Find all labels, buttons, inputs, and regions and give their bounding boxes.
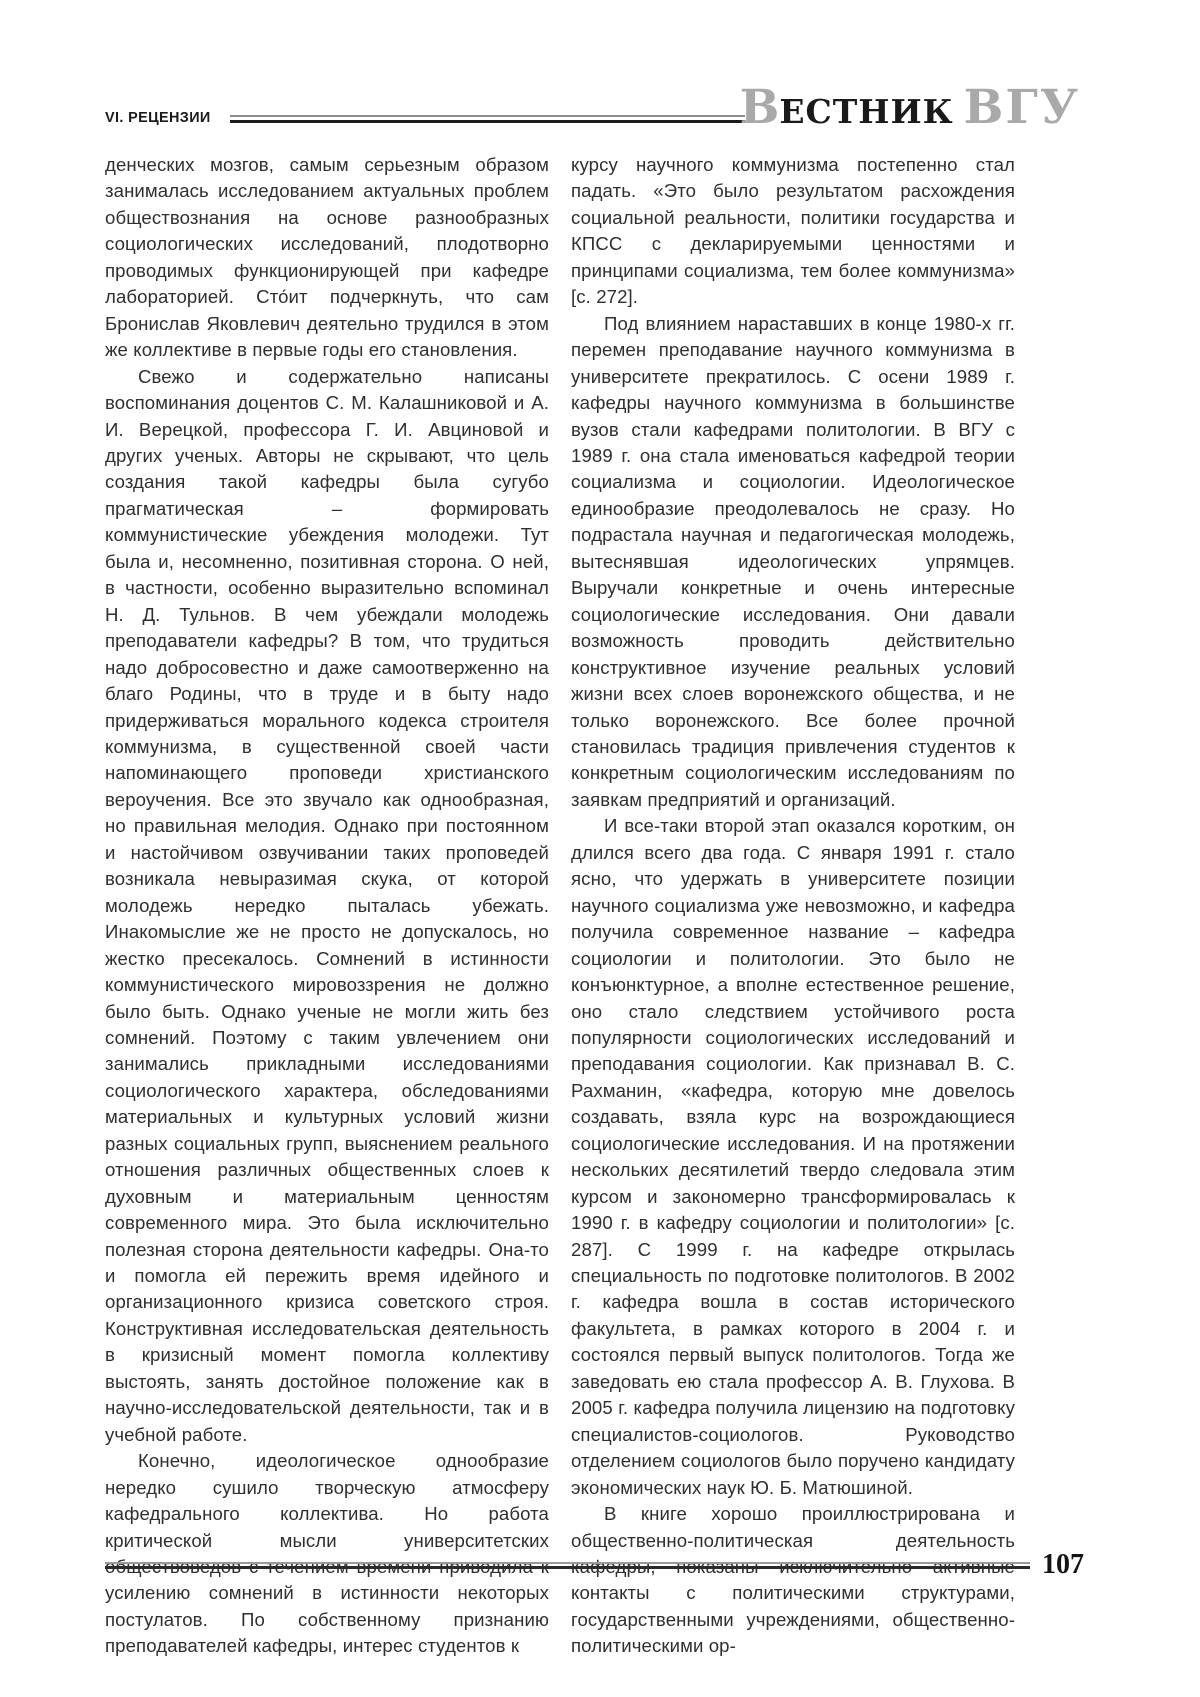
right-column — [571, 152, 1015, 1660]
body-paragraph: Под влиянием нараставших в конце 1980-х гг. перемен преподавание научного коммунизма в университете прекратилось. С осени 1989 г. кафедры научного коммунизма в большинстве вузов стали кафедрами политологии. В ВГУ с 1989 г. она стала именоваться кафедрой теории социализма и социологии. Идеологическое единообразие преодолевалось не сразу. Но подрастала научная и педагогическая молодежь, вытеснявшая идеологических упрямцев. Выручали конкретные и очень интересные социологические исследования. Они давали возможность проводить действительно конструктивное изучение реальных условий жизни всех слоев воронежского общества, и не только воронежского. Все более прочной становилась традиция привлечения студентов к конкретным социологическим исследованиям по заявкам предприятий и организаций. — [571, 312, 1015, 810]
logo-vgu-text: ВГУ — [963, 80, 1080, 135]
body-paragraph: Конечно, идеологическое однообразие нередко сушило творческую атмосферу кафедрального коллектива. Но работа критической мысли университетских обществоведов с течением времени приводила к усилению сомнений в истинности некоторых постулатов. По собственному признанию преподавателей кафедры, интерес студентов к — [105, 1450, 549, 1657]
body-paragraph: Свежо и содержательно написаны воспоминания доцентов С. М. Калашниковой и А. И. Верецкой, профессора Г. И. Авциновой и других ученых. Авторы не скрывают, что цель создания такой кафедры была сугубо прагматическая – формировать коммунистические убеждения молодежи. Тут была и, несомненно, позитивная сторона. О ней, в частности, особенно выразительно вспоминал Н. Д. Тульнов. В чем убеждали молодежь преподаватели кафедры? В том, что трудиться надо добросовестно и даже самоотверженно на благо Родины, что в труде и в быту надо придерживаться морального кодекса строителя коммунизма, в существенной своей части напоминающего проповеди христианского вероучения. Все это звучало как однообразная, но правильная мелодия. Однако при постоянном и настойчивом озвучивании таких проповедей возникала невыразимая скука, от которой молодежь нередко пыталась убежать. Инакомыслие же не просто не допускалось, но жестко пресекалось. Сомнений в истинности коммунистического мировоззрения не должно было быть. Однако ученые не могли жить без сомнений. Поэтому с таким увлечением они занимались прикладными исследованиями социологического характера, обследованиями материальных и культурных условий жизни разных социальных групп, выяснением реального отношения различных общественных слоев к духовным и материальным ценностям современного мира. Это была исключительно полезная сторона деятельности кафедры. Она-то и помогла ей пережить время идейного и организационного кризиса советского строя. Конструктивная исследовательская деятельность в кризисный момент помогла коллективу выстоять, занять достойное положение как в научно-исследовательской деятельности, так и в учебной работе. — [105, 365, 549, 1445]
footer-rule — [105, 1562, 1030, 1569]
left-column — [105, 152, 549, 1660]
journal-logo — [739, 80, 1080, 135]
body-paragraph: курсу научного коммунизма постепенно стал падать. «Это было результатом расхождения социальной реальности, политики государства и КПСС с декларируемыми ценностями и принципами социализма, тем более коммунизма» [с. 272]. — [571, 154, 1015, 308]
section-label: VI. РЕЦЕНЗИИ — [105, 109, 211, 126]
logo-initial-letter: В — [739, 80, 780, 135]
body-paragraph: И все-таки второй этап оказался коротким, он длился всего два года. С января 1991 г. стало ясно, что удержать в университете позиции научного социализма уже невозможно, и кафедра получила современное название – кафедра социологии и политологии. Это было не конъюнктурное, а вполне естественное решение, оно стало следствием устойчивого роста популярности социологических исследований и преподавания социологии. Как признавал В. С. Рахманин, «кафедра, которую мне довелось создавать, взяла курс на возрождающиеся социологические исследования. И на протяжении нескольких десятилетий твердо следовала этим курсом и закономерно трансформировалась к 1990 г. в кафедру социологии и политологии» [с. 287]. С 1999 г. на кафедре открылась специальность по подготовке политологов. В 2002 г. кафедра вошла в состав исторического факультета, в рамках которого в 2004 г. и состоялся первый выпуск политологов. Тогда же заведовать ею стала профессор А. В. Глухова. В 2005 г. кафедра получила лицензию на подготовку специалистов-социологов. Руководство отделением социологов было поручено кандидату экономических наук Ю. Б. Матюшиной. — [571, 815, 1015, 1498]
article-body — [105, 152, 1015, 1660]
logo-estnik-text: ЕСТНИК — [779, 92, 954, 131]
header-rule — [230, 115, 745, 123]
body-paragraph: денческих мозгов, самым серьезным образом занималась исследованием актуальных проблем обществознания на основе разнообразных социологических исследований, плодотворно проводимых функционирующей при кафедре лабораторией. Сто́ит подчеркнуть, что сам Бронислав Яковлевич деятельно трудился в этом же коллективе в первые годы его становления. — [105, 154, 549, 361]
body-paragraph: В книге хорошо проиллюстрирована и общественно-политическая деятельность кафедры, показаны исключительно активные контакты с политическими структурами, государственными учреждениями, общественно-политическими ор- — [571, 1503, 1015, 1657]
page-number: 107 — [1042, 1549, 1084, 1580]
